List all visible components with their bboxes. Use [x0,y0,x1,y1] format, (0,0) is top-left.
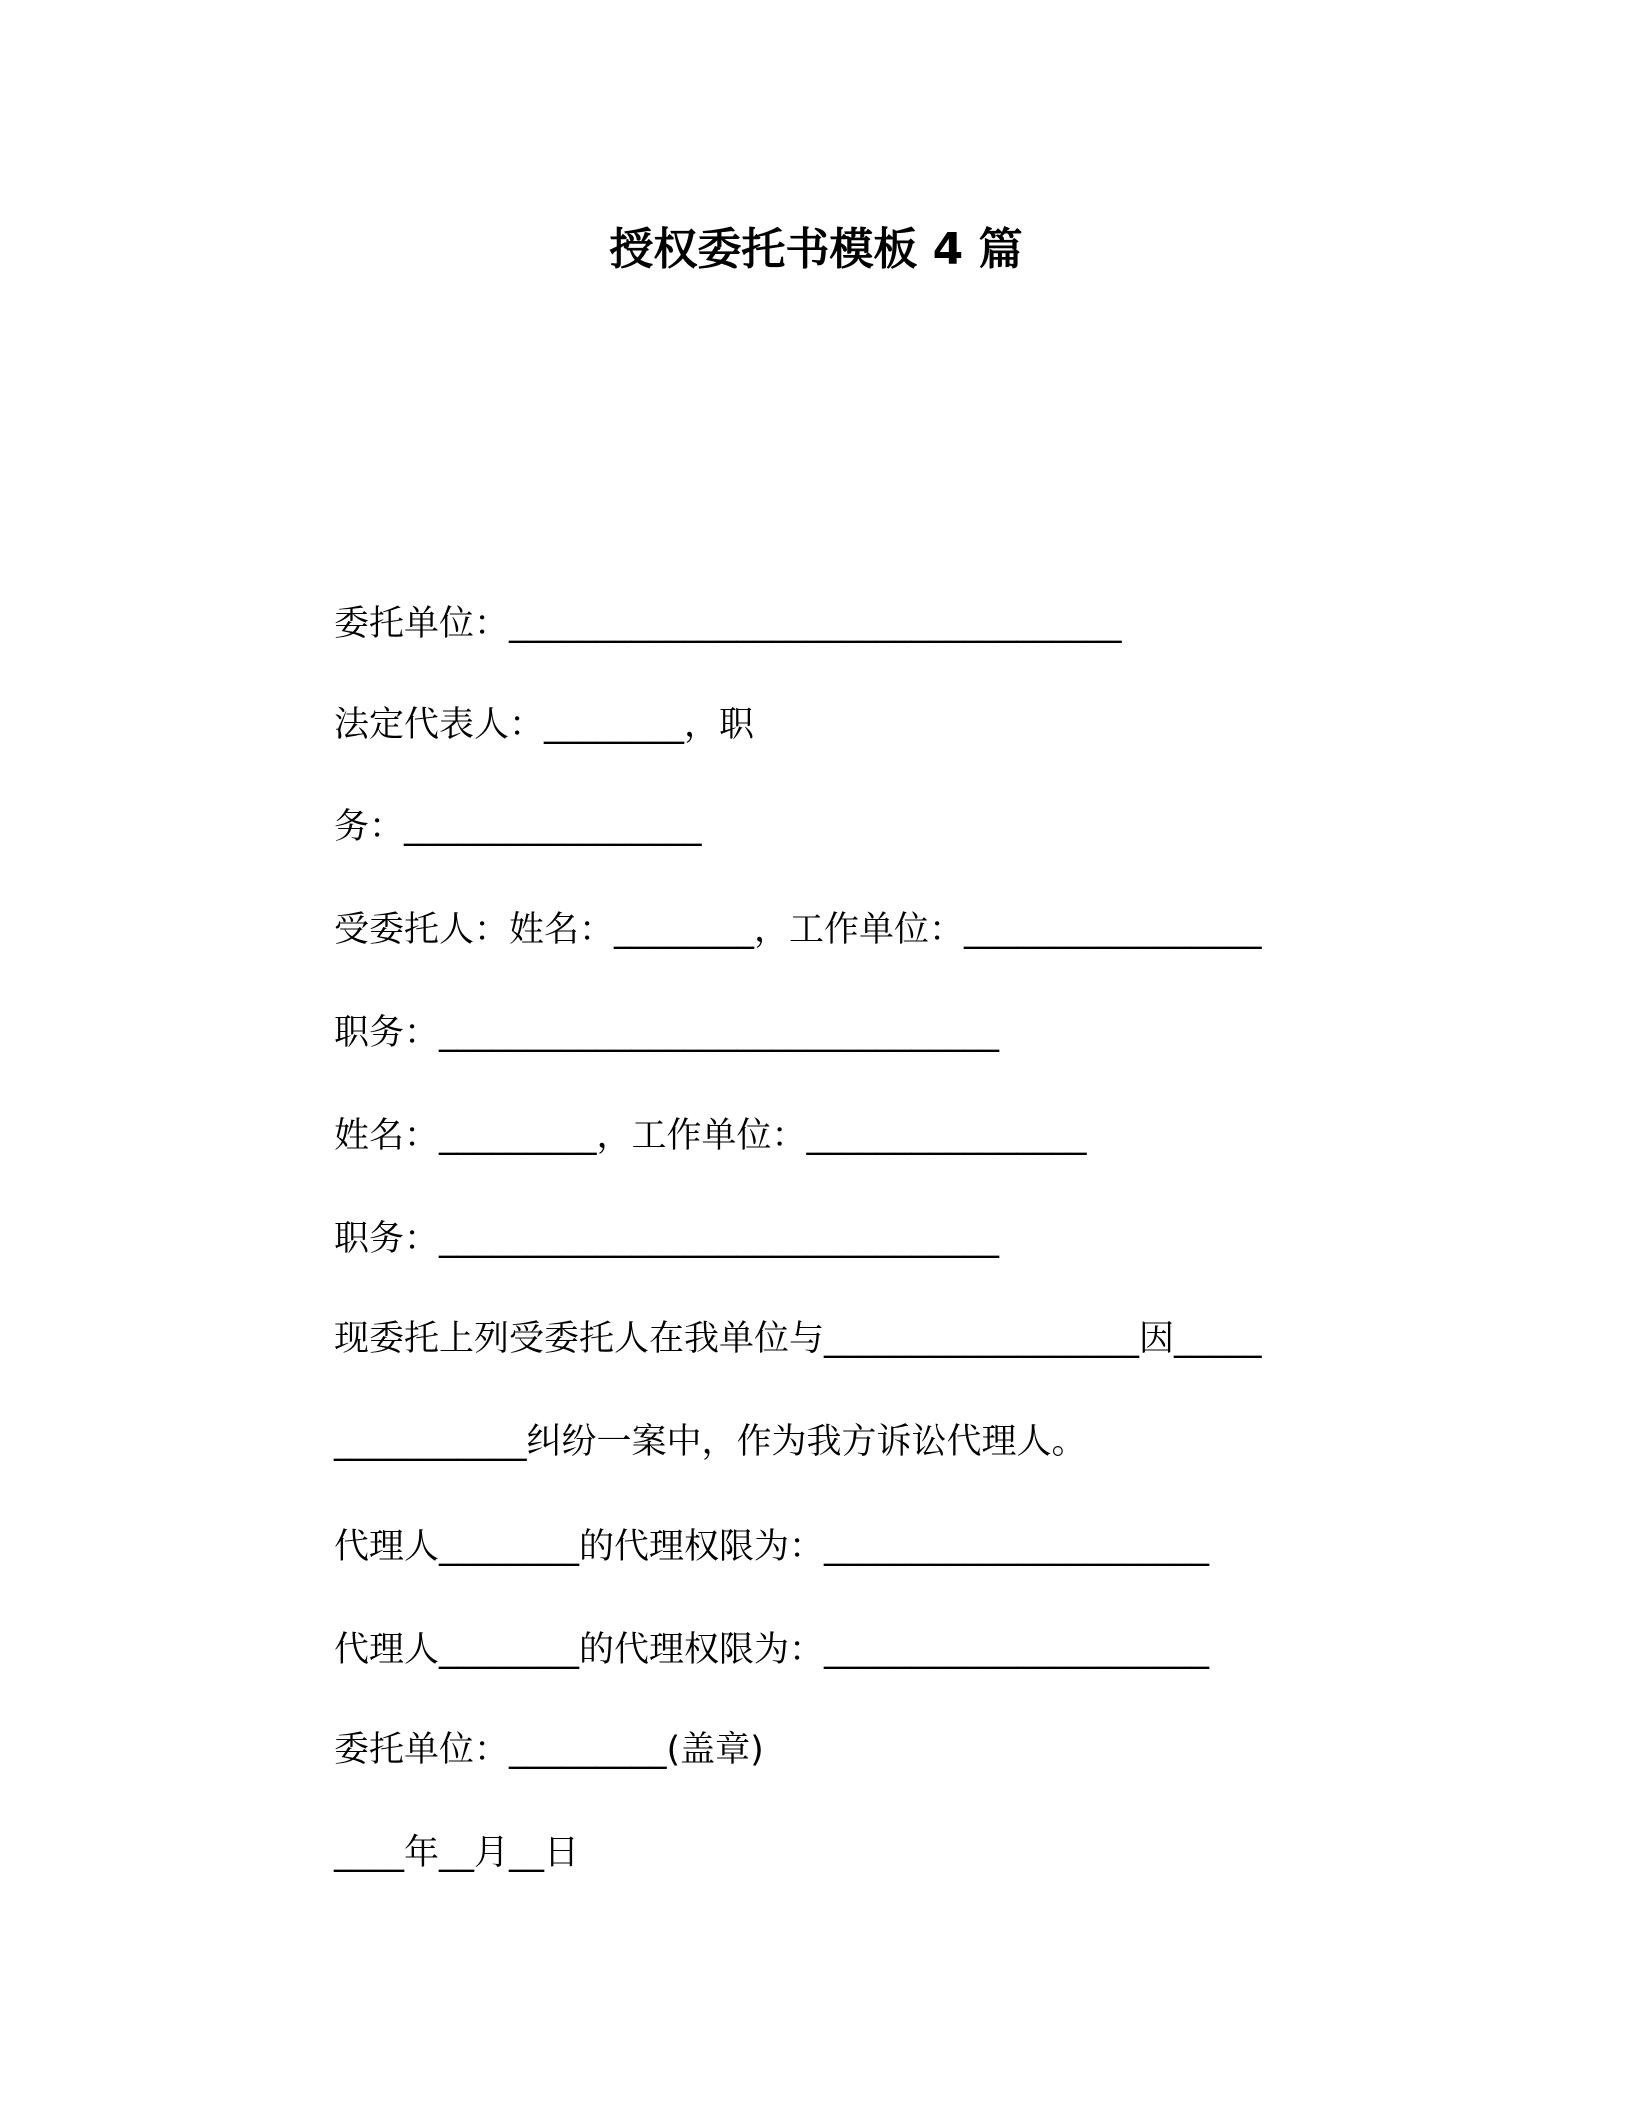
line-agent-authority-2: 代理人________的代理权限为：______________________ [334,1630,1210,1670]
line-entrustment-statement: 现委托上列受委托人在我单位与__________________因_____ [334,1319,1262,1359]
line-entrusting-unit: 委托单位：___________________________________ [334,604,1122,644]
line-agent-authority-1: 代理人________的代理权限为：______________________ [334,1527,1210,1567]
line-dispute-case: ___________纠纷一案中，作为我方诉讼代理人。 [334,1422,1087,1462]
line-entrusted-person: 受委托人：姓名：________，工作单位：_________________ [334,910,1262,950]
document-title: 授权委托书模板 4 篇 [609,224,1023,275]
line-position: 务：_________________ [334,807,702,847]
line-date: ____年__月__日 [334,1833,580,1873]
line-legal-representative: 法定代表人：________，职 [334,705,755,745]
line-job-title-2: 职务：________________________________ [334,1219,1000,1259]
line-name-work-unit: 姓名：_________，工作单位：________________ [334,1116,1087,1156]
line-job-title-1: 职务：________________________________ [334,1013,1000,1053]
line-entrusting-unit-seal: 委托单位：_________(盖章) [334,1730,764,1770]
